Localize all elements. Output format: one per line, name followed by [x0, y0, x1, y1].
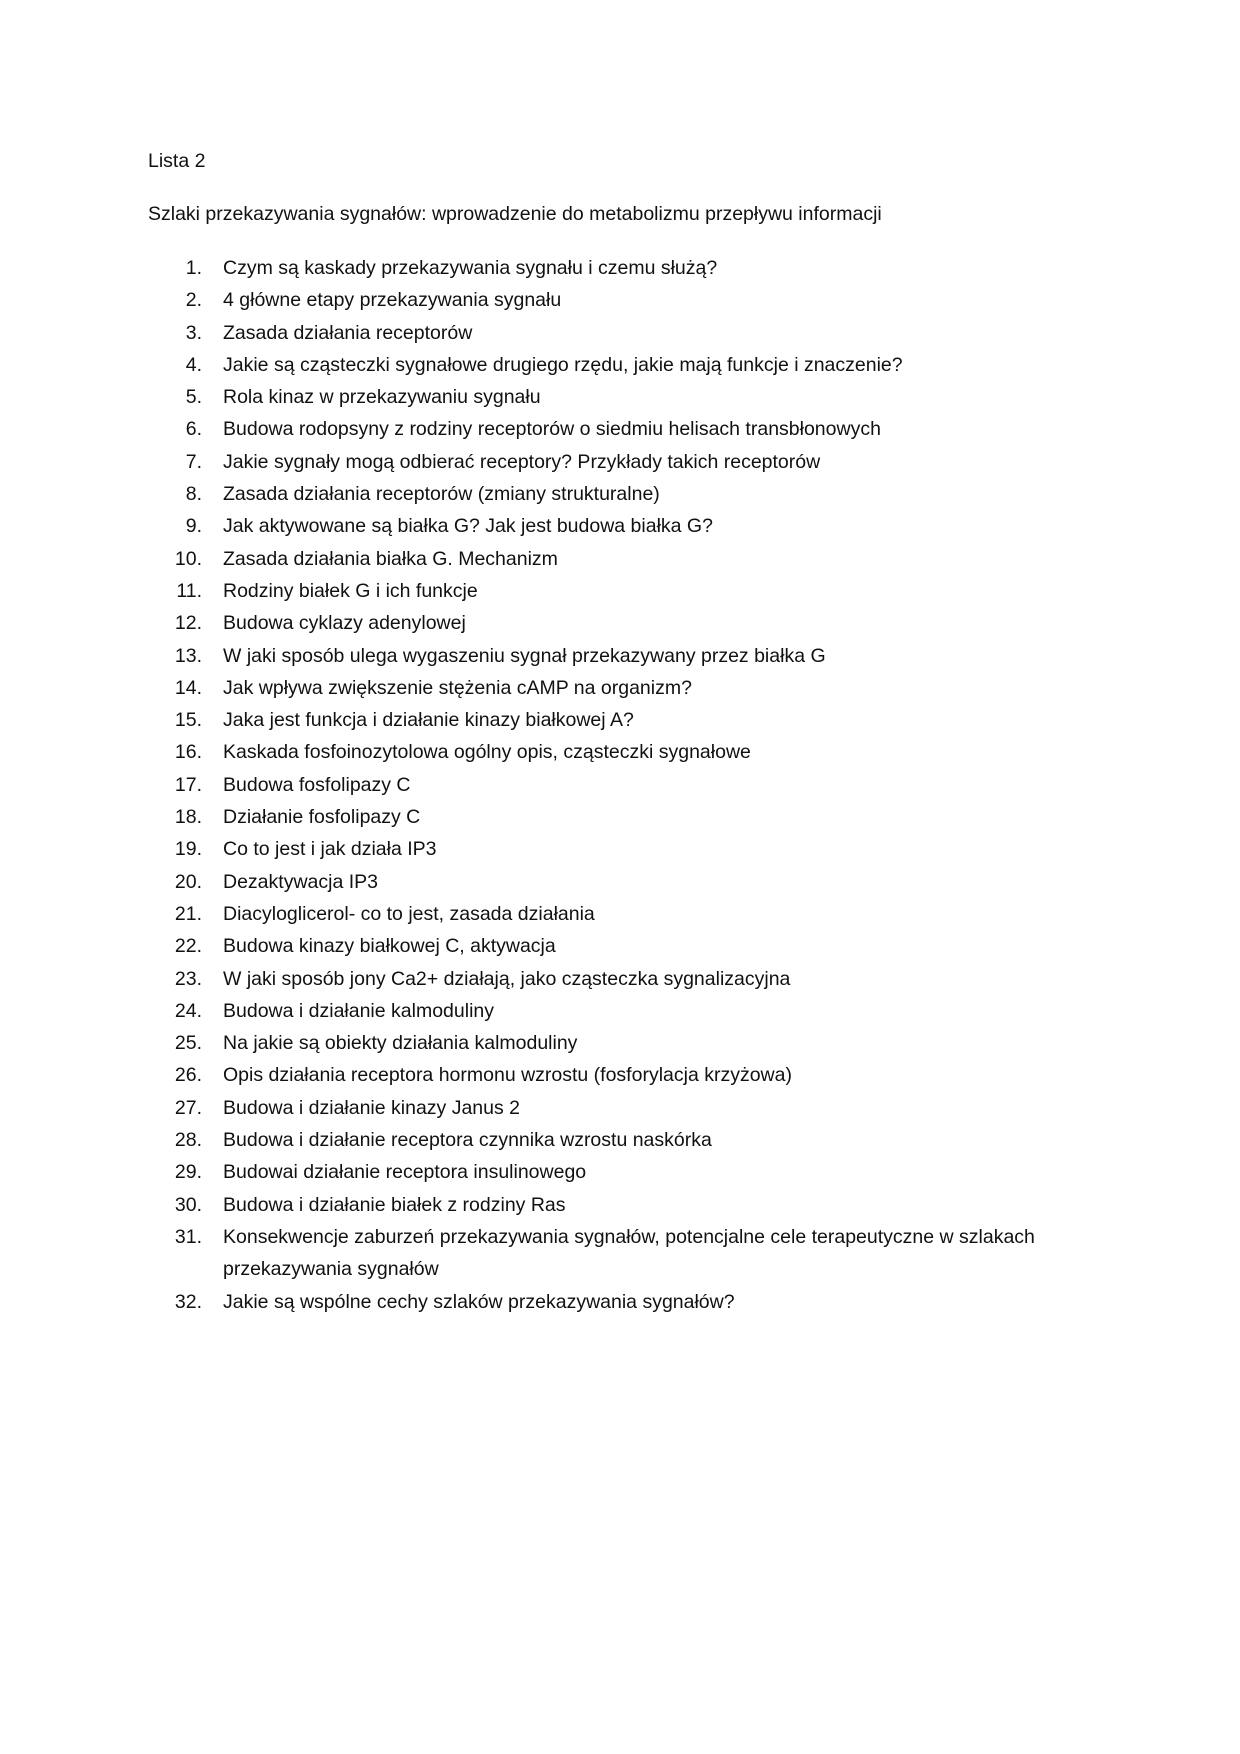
- question-number: 4.: [185, 353, 202, 376]
- question-text: Na jakie są obiekty działania kalmoduliny: [223, 1032, 578, 1055]
- question-number: 15.: [174, 709, 202, 732]
- question-item: [148, 478, 1098, 510]
- question-number: 20.: [174, 870, 202, 893]
- question-number: 7.: [185, 450, 202, 473]
- question-number: 21.: [174, 902, 202, 925]
- question-item: [148, 866, 1098, 898]
- question-text: W jaki sposób jony Ca2+ działają, jako cząsteczka sygnalizacyjna: [223, 967, 791, 990]
- question-number: 18.: [174, 806, 202, 829]
- document-subtitle: Szlaki przekazywania sygnałów: wprowadzenie do metabolizmu przepływu informacji: [148, 203, 882, 225]
- question-text: Zasada działania białka G. Mechanizm: [223, 547, 558, 570]
- question-text: Dezaktywacja IP3: [223, 870, 378, 893]
- question-item: [148, 349, 1098, 381]
- document-heading: Lista 2: [148, 150, 206, 172]
- question-item: [148, 640, 1098, 672]
- question-text: Opis działania receptora hormonu wzrostu (fosforylacja krzyżowa): [223, 1064, 792, 1087]
- question-item: [148, 446, 1098, 478]
- question-number: 26.: [174, 1064, 202, 1087]
- question-text: Jakie są cząsteczki sygnałowe drugiego rzędu, jakie mają funkcje i znaczenie?: [223, 353, 903, 376]
- question-text: Budowa i działanie kalmoduliny: [223, 999, 494, 1022]
- question-item: [148, 1221, 1098, 1286]
- question-item: [148, 1156, 1098, 1188]
- question-number: 19.: [174, 838, 202, 861]
- question-item: [148, 930, 1098, 962]
- question-item: [148, 543, 1098, 575]
- question-number: 16.: [174, 741, 202, 764]
- question-number: 22.: [174, 935, 202, 958]
- question-item: [148, 995, 1098, 1027]
- question-text: Zasada działania receptorów (zmiany strukturalne): [223, 483, 660, 506]
- question-text: 4 główne etapy przekazywania sygnału: [223, 289, 562, 312]
- question-text: Budowa i działanie kinazy Janus 2: [223, 1096, 521, 1119]
- question-text: Budowa cyklazy adenylowej: [223, 612, 466, 635]
- question-text: Budowa fosfolipazy C: [223, 773, 411, 796]
- question-item: [148, 252, 1098, 284]
- question-item: [148, 1189, 1098, 1221]
- question-item: [148, 284, 1098, 316]
- question-text: Jak wpływa zwiększenie stężenia cAMP na organizm?: [223, 676, 692, 699]
- question-number: 2.: [185, 289, 202, 312]
- question-text: Rodziny białek G i ich funkcje: [223, 579, 478, 602]
- question-item: [148, 607, 1098, 639]
- question-text: Zasada działania receptorów: [223, 321, 473, 344]
- question-text: Budowa kinazy białkowej C, aktywacja: [223, 935, 556, 958]
- question-number: 13.: [174, 644, 202, 667]
- question-text: Jakie są wspólne cechy szlaków przekazywania sygnałów?: [223, 1290, 735, 1313]
- question-item: [148, 510, 1098, 542]
- question-item: [148, 833, 1098, 865]
- question-item: [148, 1092, 1098, 1124]
- question-text: Diacyloglicerol- co to jest, zasada działania: [223, 902, 595, 925]
- question-text: Kaskada fosfoinozytolowa ogólny opis, cząsteczki sygnałowe: [223, 741, 751, 764]
- question-list: [148, 252, 1098, 1318]
- question-text: Budowa i działanie receptora czynnika wzrostu naskórka: [223, 1129, 712, 1152]
- question-item: [148, 672, 1098, 704]
- question-item: [148, 381, 1098, 413]
- question-item: [148, 1286, 1098, 1318]
- question-number: 14.: [174, 676, 202, 699]
- question-number: 3.: [185, 321, 202, 344]
- question-number: 23.: [174, 967, 202, 990]
- question-text: Jakie sygnały mogą odbierać receptory? Przykłady takich receptorów: [223, 450, 821, 473]
- question-item: [148, 1124, 1098, 1156]
- question-item: [148, 413, 1098, 445]
- question-number: 28.: [174, 1129, 202, 1152]
- question-item: [148, 801, 1098, 833]
- question-number: 12.: [174, 612, 202, 635]
- question-text: Rola kinaz w przekazywaniu sygnału: [223, 386, 541, 409]
- question-item: [148, 963, 1098, 995]
- question-number: 24.: [174, 999, 202, 1022]
- question-text: Budowa i działanie białek z rodziny Ras: [223, 1193, 566, 1216]
- question-item: [148, 704, 1098, 736]
- question-number: 30.: [174, 1193, 202, 1216]
- question-item: [148, 1059, 1098, 1091]
- question-number: 5.: [185, 386, 202, 409]
- question-text: Jaka jest funkcja i działanie kinazy białkowej A?: [223, 709, 634, 732]
- question-text: Budowai działanie receptora insulinowego: [223, 1161, 587, 1184]
- question-number: 27.: [174, 1096, 202, 1119]
- question-number: 10.: [174, 547, 202, 570]
- question-item: [148, 575, 1098, 607]
- question-item: [148, 736, 1098, 768]
- question-text: Co to jest i jak działa IP3: [223, 838, 437, 861]
- question-number: 1.: [185, 257, 202, 279]
- question-number: 31.: [174, 1225, 202, 1248]
- question-text: W jaki sposób ulega wygaszeniu sygnał przekazywany przez białka G: [223, 644, 826, 667]
- question-item: [148, 1027, 1098, 1059]
- question-number: 29.: [174, 1161, 202, 1184]
- question-text: Konsekwencje zaburzeń przekazywania sygnałów, potencjalne cele terapeutyczne w szlakach przekazywania sygnałów: [223, 1225, 1035, 1281]
- question-number: 9.: [185, 515, 202, 538]
- question-text: Działanie fosfolipazy C: [223, 806, 421, 829]
- question-number: 8.: [185, 483, 202, 506]
- question-text: Czym są kaskady przekazywania sygnału i czemu służą?: [223, 257, 718, 279]
- question-text: Budowa rodopsyny z rodziny receptorów o siedmiu helisach transbłonowych: [223, 418, 881, 441]
- question-number: 32.: [174, 1290, 202, 1313]
- question-item: [148, 317, 1098, 349]
- question-number: 25.: [174, 1032, 202, 1055]
- question-text: Jak aktywowane są białka G? Jak jest budowa białka G?: [223, 515, 713, 538]
- question-item: [148, 898, 1098, 930]
- question-item: [148, 769, 1098, 801]
- question-number: 6.: [185, 418, 202, 441]
- question-number: 11.: [176, 579, 202, 602]
- question-number: 17.: [174, 773, 202, 796]
